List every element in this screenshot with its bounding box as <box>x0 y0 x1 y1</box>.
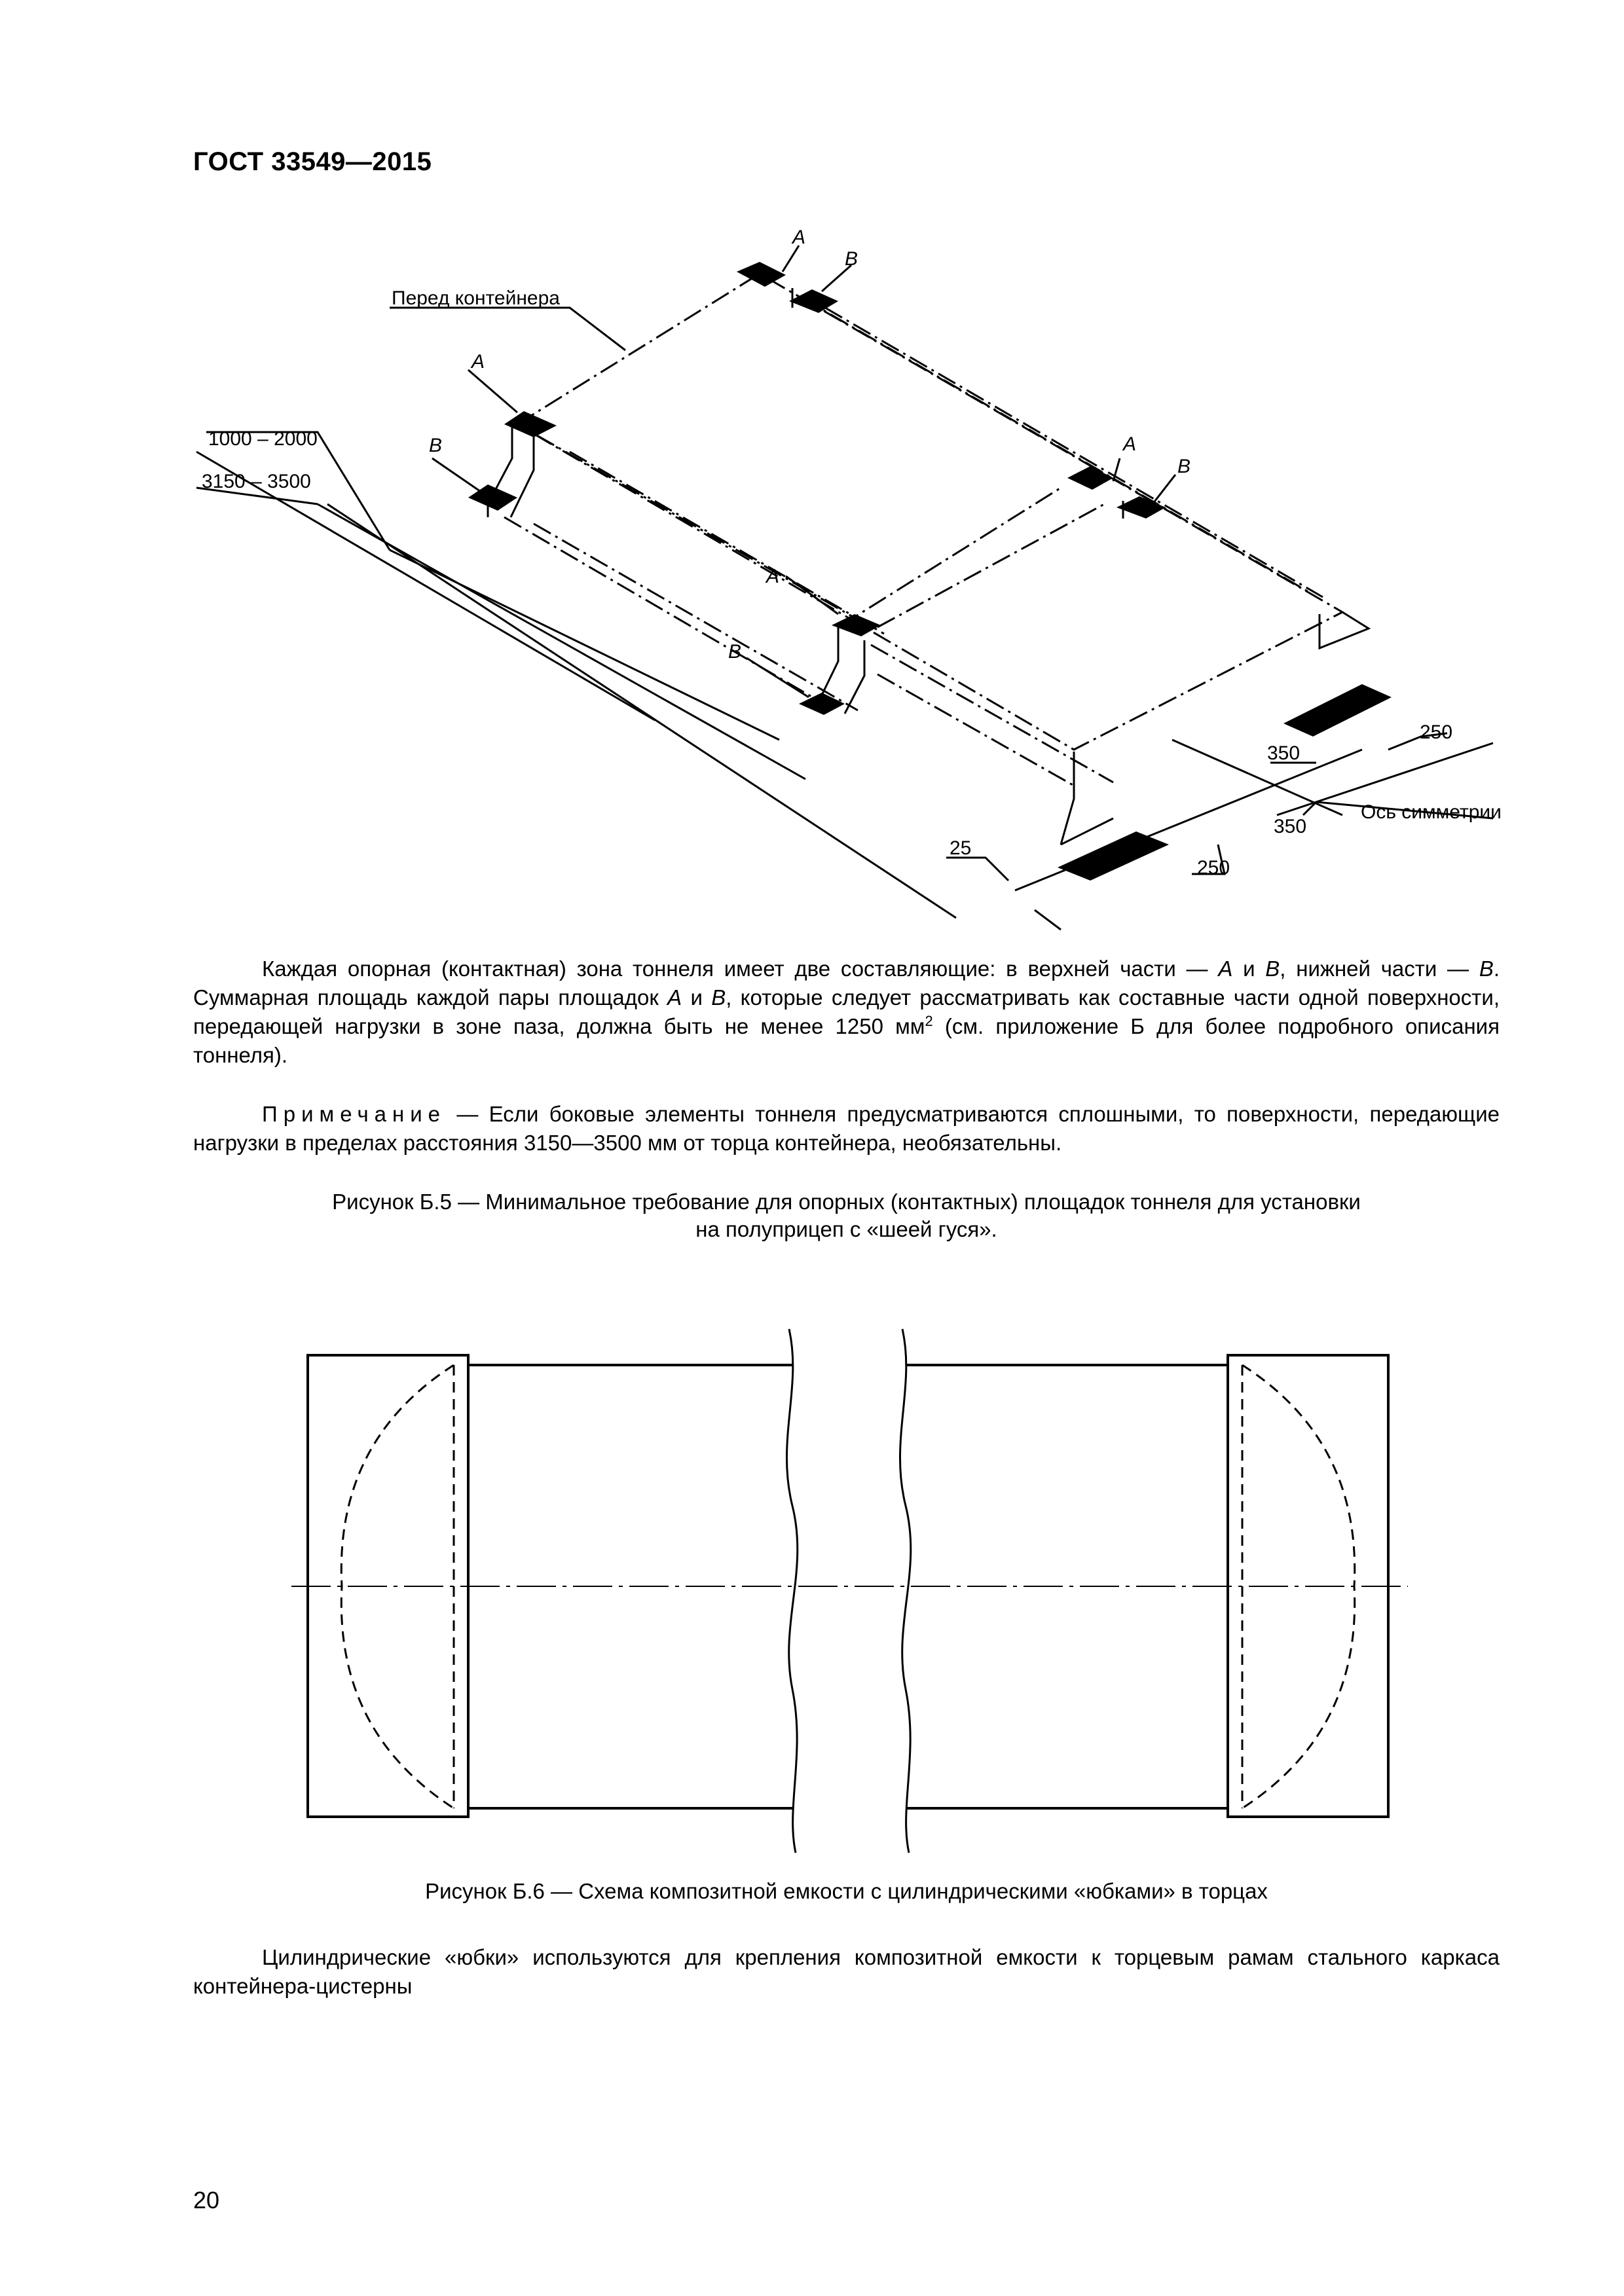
label-dim-350: 350 <box>1267 742 1301 764</box>
note-text: — Если боковые элементы тоннеля предусматриваются сплошными, то поверхности, передающие нагрузки в пределах расстояния 3150—3500 мм от торца контейнера, необязательны. <box>193 1102 1500 1155</box>
note-block <box>193 1100 1500 1157</box>
label-b: B <box>429 435 443 456</box>
label-dim-250: 250 <box>1420 721 1453 743</box>
paragraph-contact-zones: Каждая опорная (контактная) зона тоннеля имеет две составляющие: в верхней части — A и B, нижней части — B. Суммарная площадь каждой пары площадок A и B, которые следует рассматривать как составные части одной поверхности, передающей нагрузки в зоне паза, должна быть не менее 1250 $мм^2$ (см. приложение Б для более подробного описания тоннеля). <box>193 957 1500 1067</box>
note-label: Примечание <box>262 1102 447 1126</box>
document-code: ГОСТ 33549—2015 <box>193 147 432 176</box>
label-a: A <box>1123 433 1137 455</box>
label-dim-25: 25 <box>950 837 972 859</box>
figure-b6-caption: Рисунок Б.6 — Схема композитной емкости с цилиндрическими «юбками» в торцах <box>425 1879 1268 1903</box>
label-b: B <box>1177 456 1191 477</box>
label-b: B <box>728 641 742 663</box>
label-dim-250: 250 <box>1197 857 1230 879</box>
label-range-3150-3500: 3150 – 3500 <box>202 471 311 492</box>
label-a: A <box>766 566 780 587</box>
figure-b5-description <box>193 955 1500 1070</box>
label-a: A <box>471 351 485 373</box>
label-axis-symmetry: Ось симметрии <box>1361 801 1502 823</box>
label-dim-350: 350 <box>1274 816 1307 837</box>
page-number: 20 <box>193 2187 220 2214</box>
figure-b6-drawing <box>0 1309 1624 1872</box>
label-front: Перед контейнера <box>392 287 560 309</box>
label-b: B <box>845 248 858 270</box>
label-range-1000-2000: 1000 – 2000 <box>208 428 318 450</box>
figure-b5-drawing <box>0 0 1624 956</box>
figure-b5-caption: Рисунок Б.5 — Минимальное требование для опорных (контактных) площадок тоннеля для установки на полуприцеп с «шеей гуся». <box>332 1190 1361 1241</box>
label-a: A <box>792 227 806 248</box>
figure-b6-description: Цилиндрические «юбки» используются для крепления композитной емкости к торцевым рамам стального каркаса контейнера-цистерны <box>193 1945 1500 1998</box>
